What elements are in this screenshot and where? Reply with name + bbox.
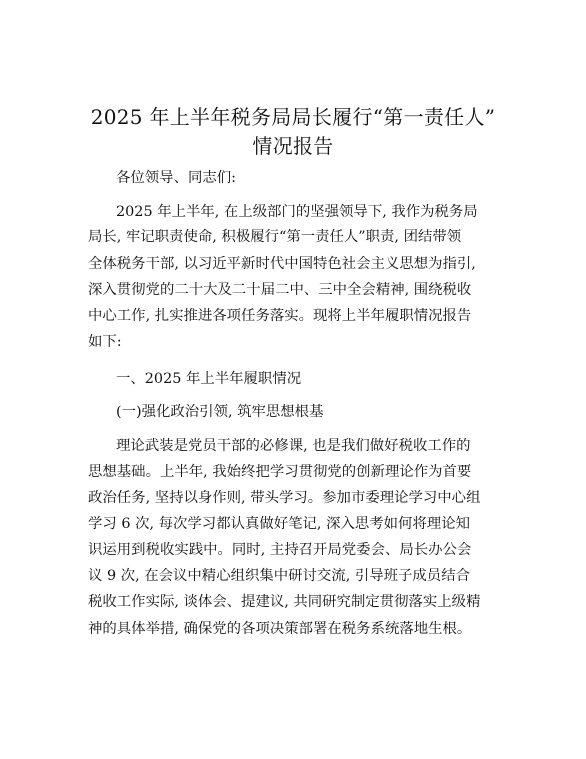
paragraph-1-line: 2025 年上半年, 在上级部门的坚强领导下, 我作为税务局 [116,204,478,220]
paragraph-2-line: 理论武装是党员干部的必修课, 也是我们做好税收工作的 [116,438,471,454]
paragraph-2-line: 识运用到税收实践中。同时, 主持召开局党委会、局长办公会 [88,542,472,558]
document-title-line-1: 2025 年上半年税务局局长履行“第一责任人” [90,105,496,129]
paragraph-1-line: 如下: [88,334,122,350]
paragraph-2-line: 学习 6 次, 每次学习都认真做好笔记, 深入思考如何将理论知 [88,516,470,532]
paragraph-2-line: 神的具体举措, 确保党的各项决策部署在税务系统落地生根。 [88,621,472,637]
section-heading: 一、2025 年上半年履职情况 [116,371,302,387]
paragraph-2-line: 税收工作实际, 谈体会、提建议, 共同研究制定贯彻落实上级精 [88,594,481,610]
paragraph-1-line: 深入贯彻党的二十大及二十届二中、三中全会精神, 围绕税收 [88,282,472,298]
paragraph-2-line: 议 9 次, 在会议中精心组织集中研讨交流, 引导班子成员结合 [88,568,470,584]
document-title-line-2: 情况报告 [252,134,334,158]
paragraph-1-line: 中心工作, 扎实推进各项任务落实。现将上半年履职情况报告 [88,308,472,324]
salutation: 各位领导、同志们: [116,170,236,186]
paragraph-1-line: 局长, 牢记职责使命, 积极履行“第一责任人”职责, 团结带领 [88,229,462,245]
paragraph-1-line: 全体税务干部, 以习近平新时代中国特色社会主义思想为指引, [88,256,476,272]
paragraph-2-line: 政治任务, 坚持以身作则, 带头学习。参加市委理论学习中心组 [88,490,481,506]
paragraph-2-line: 思想基础。上半年, 我始终把学习贯彻党的创新理论作为首要 [88,464,472,480]
subsection-heading: (一)强化政治引领, 筑牢思想根基 [116,404,324,420]
